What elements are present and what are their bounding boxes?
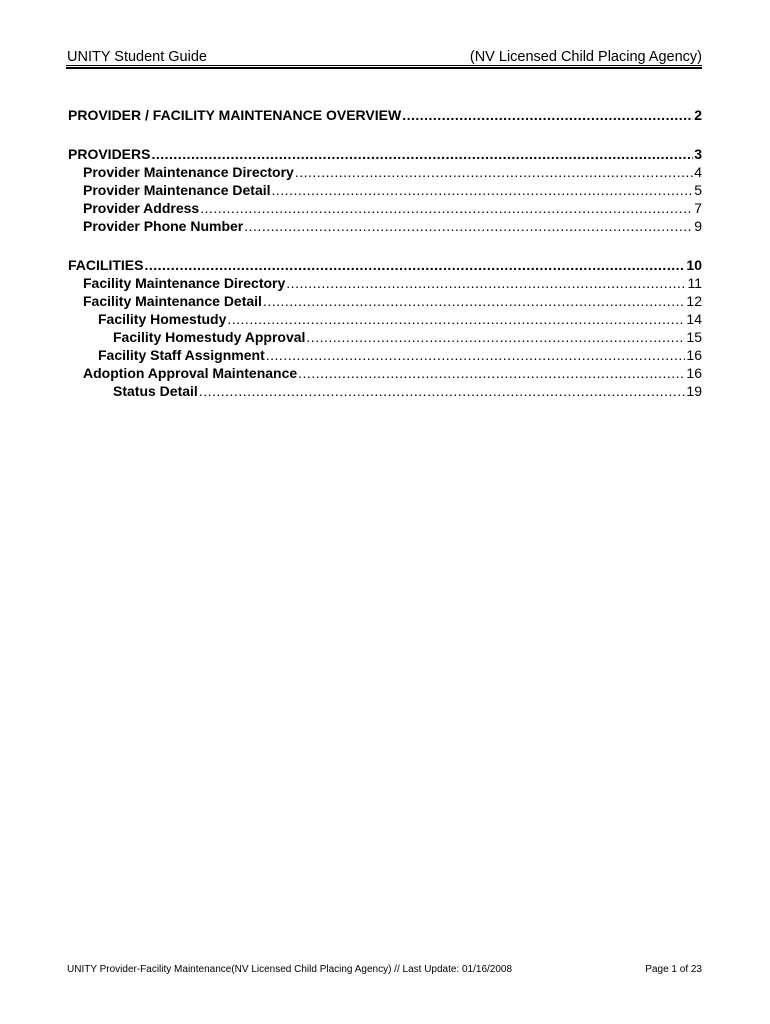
toc-entry-facility-homestudy-approval[interactable] (68, 328, 702, 346)
toc-entry-facilities[interactable] (68, 256, 702, 274)
toc-dot-leader (306, 328, 685, 346)
toc-dot-leader (295, 163, 693, 181)
toc-dot-leader (402, 106, 693, 124)
toc-entry-title: FACILITIES (68, 257, 144, 273)
footer-page-number: Page 1 of 23 (645, 964, 702, 975)
toc-entry-page: 7 (694, 200, 702, 216)
header-rule-thin (66, 65, 702, 66)
toc-entry-facility-staff-assignment[interactable] (68, 346, 702, 364)
toc-entry-provider-address[interactable] (68, 199, 702, 217)
toc-entry-title: PROVIDERS (68, 146, 151, 162)
toc-entry-overview[interactable] (68, 106, 702, 124)
toc-entry-facility-homestudy[interactable] (68, 310, 702, 328)
toc-entry-title: Provider Address (83, 200, 200, 216)
toc-entry-page: 12 (686, 293, 702, 309)
toc-entry-page: 19 (686, 383, 702, 399)
toc-entry-page: 15 (686, 329, 702, 345)
page-header (66, 47, 702, 67)
toc-dot-leader (286, 274, 686, 292)
header-rule-thick (66, 67, 702, 69)
toc-entry-provider-maintenance-directory[interactable] (68, 163, 702, 181)
toc-dot-leader (244, 217, 693, 235)
toc-entry-providers[interactable] (68, 145, 702, 163)
toc-dot-leader (199, 382, 686, 400)
toc-entry-page: 16 (686, 365, 702, 381)
toc-dot-leader (272, 181, 694, 199)
toc-entry-title: Provider Maintenance Directory (83, 164, 294, 180)
toc-dot-leader (144, 256, 685, 274)
toc-entry-title: Facility Maintenance Detail (83, 293, 262, 309)
toc-entry-adoption-approval-maintenance[interactable] (68, 364, 702, 382)
toc-entry-title: Adoption Approval Maintenance (83, 365, 298, 381)
toc-entry-title: Facility Staff Assignment (98, 347, 265, 363)
toc-entry-page: 3 (694, 146, 702, 162)
toc-entry-page: 11 (687, 275, 702, 291)
toc-dot-leader (266, 346, 686, 364)
toc-dot-leader (227, 310, 685, 328)
toc-entry-provider-maintenance-detail[interactable] (68, 181, 702, 199)
toc-entry-status-detail[interactable] (68, 382, 702, 400)
toc-entry-page: 14 (686, 311, 702, 327)
table-of-contents (68, 106, 702, 400)
toc-entry-page: 9 (694, 218, 702, 234)
toc-dot-leader (263, 292, 685, 310)
toc-entry-page: 10 (686, 257, 702, 273)
toc-entry-title: Facility Maintenance Directory (83, 275, 286, 291)
footer-document-info: UNITY Provider-Facility Maintenance(NV Licensed Child Placing Agency) // Last Update: 01/16/2008 (67, 964, 513, 975)
toc-entry-title: Provider Phone Number (83, 218, 244, 234)
toc-entry-facility-maintenance-directory[interactable] (68, 274, 702, 292)
header-agency-label: (NV Licensed Child Placing Agency) (469, 49, 702, 65)
toc-dot-leader (151, 145, 693, 163)
toc-entry-facility-maintenance-detail[interactable] (68, 292, 702, 310)
toc-entry-title: Status Detail (113, 383, 198, 399)
toc-entry-title: Facility Homestudy Approval (113, 329, 306, 345)
toc-entry-title: Facility Homestudy (98, 311, 227, 327)
toc-entry-page: 5 (694, 182, 702, 198)
toc-entry-provider-phone-number[interactable] (68, 217, 702, 235)
toc-dot-leader (200, 199, 693, 217)
header-guide-title: UNITY Student Guide (67, 49, 207, 65)
toc-entry-title: Provider Maintenance Detail (83, 182, 271, 198)
toc-entry-page: 16 (686, 347, 702, 363)
toc-entry-title: PROVIDER / FACILITY MAINTENANCE OVERVIEW (68, 107, 402, 123)
toc-dot-leader (298, 364, 685, 382)
toc-entry-page: 4 (694, 164, 702, 180)
toc-entry-page: 2 (694, 107, 702, 123)
page-footer (67, 964, 702, 978)
